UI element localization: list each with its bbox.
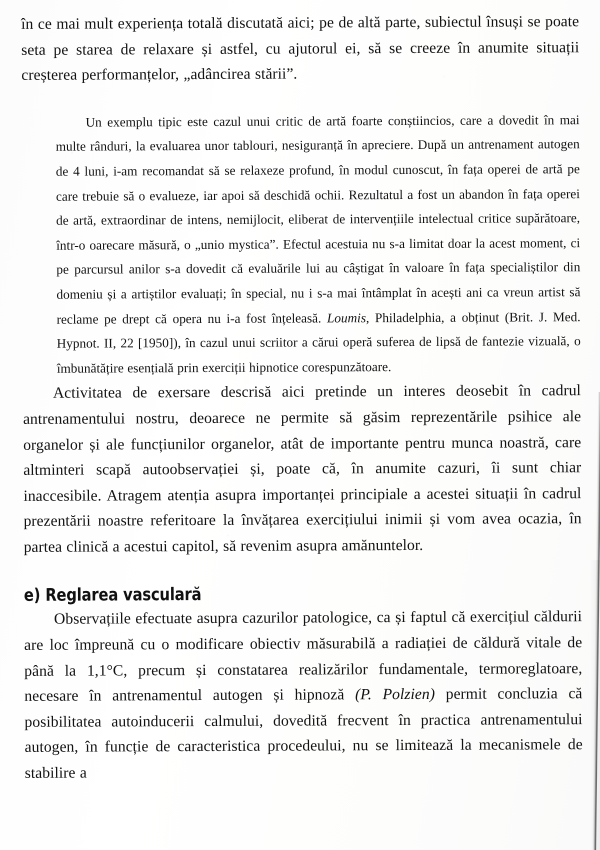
observatiile-text-part-1: Observațiile efectuate asupra cazurilor patologice, ca și faptul că exercițiul căldurii are loc împreună cu o modificare obiectiv măsurabilă a radiației de căldură vitale de până la 1,1°C, precum și constatarea realizărilor fundamentale, termoreglatoare, necesare în antrenamentul autogen și hipnoză	[24, 608, 583, 706]
citation-author-loumis: Loumis	[326, 309, 367, 325]
page-content-column	[21, 0, 583, 787]
indented-case-example-block	[56, 108, 581, 381]
case-example-text-part-2: , Philadelphia, a obținut (Brit. J. Med. Hypnot. II, 22 [1950]), în cazul unui scriitor a cărui operă suferea de lipsă de fantezie vizuală, o îmbunătățire esențială prin exerciții hipnotice corespunzătoare.	[56, 308, 581, 376]
observatiile-text-part-2: permit concluzia că posibilitatea autoinducerii calmului, dovedită frecvent în practica antrenamentului autogen, în funcție de caracteristica procedeului, nu se limitează la mecanismele de stabilire a	[24, 685, 583, 782]
scan-binding-edge	[592, 392, 600, 850]
scan-edge-soft-shadow	[590, 560, 600, 850]
paragraph-observatiile-efectuate	[24, 605, 583, 787]
paragraph-continuation-top: în ce mai mult experiența totală discutată aici; pe de altă parte, subiectul însuși se poate seta pe starea de relaxare și astfel, cu ajutorul ei, să se creeze în anumite situații creșterea performanțelor, „adâncirea stării”.	[21, 13, 580, 85]
paragraph-activitatea-de-exersare: Activitatea de exersare descrisă aici pretinde un interes deosebit în cadrul antrenamentului nostru, deoarece ne permite să găsim reprezentările psihice ale organelor și ale funcțiunilor organelor, atât de importante pentru munca noastră, care altminteri scapă autoobservației și, poate că, în anumite cazuri, îi sunt chiar inaccesibile. Atragem atenția asupra importanței principiale a acestei situații în cadrul prezentării noastre referitoare la învățarea exercițiului inimii și vom avea ocazia, în partea clinică a acestui capitol, să revenim asupra amănuntelor.	[23, 382, 582, 556]
citation-author-polzien: (P. Polzien)	[355, 686, 435, 704]
case-example-text-part-1: Un exemplu tipic este cazul unui critic de artă foarte conștiincios, care a dovedit în mai multe rânduri, la evaluarea unor tablouri, nesiguranță în apreciere. După un antrenament autogen de 4 luni, i-am recomandat să se relaxeze profund, în modul cunoscut, în fața operei de artă pe care trebuie să o evalueze, iar apoi să deschidă ochii. Rezultatul a fost un abandon în fața operei de artă, extraordinar de intens, nemijlocit, eliberat de intervențiile intelectual critice supărătoare, într-o oarecare măsură, o „unio mystica”. Efectul acestuia nu s-a limitat doar la acest moment, ci pe parcursul anilor s-a dovedit că evaluările lui au câștigat în valoare în fața specialiștilor din domeniu și a artiștilor evaluați; în special, nu i s-a mai întâmplat în acești ani ca vreun artist să reclame pe drept că opera nu i-a fost înțeleasă.	[55, 111, 581, 327]
case-example-paragraph	[56, 108, 581, 381]
section-heading-e-reglarea-vasculara: e) Reglarea vasculară	[23, 585, 202, 607]
